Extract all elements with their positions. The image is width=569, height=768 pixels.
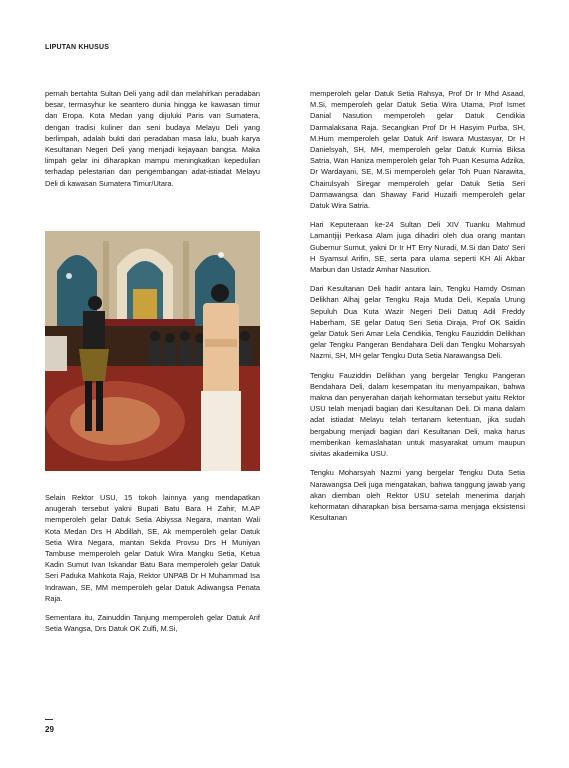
paragraph: Selain Rektor USU, 15 tokoh lainnya yang mendapatkan anugerah tersebut yakni Bupati Batu Bara H Zahir, M.AP memperoleh gelar Datuk Setia Abiyssa Negara, mantan Wali Kota Medan Drs H Abdillah, SE, Ak memperoleh gelar Datuk Setia Wira Negara, mantan Sekda Provsu Drs H Muniyan Tambuse memperoleh gelar Datuk Wira Mangku Setia, Ketua Kadin Sumut Ivan Iskandar Batu Bara memperoleh gelar Datuk Seri Paduka Mahkota Raja, Rektor UNPAB Dr H Muhammad Isa Indrawan, SE, MM memperoleh gelar Datuk Adiwangsa Penata Raja. (45, 493, 260, 603)
footer-divider (45, 719, 53, 720)
section-header: LIPUTAN KHUSUS (45, 44, 110, 51)
paragraph: Hari Keputeraan ke-24 Sultan Deli XIV Tuanku Mahmud Lamantjiji Perkasa Alam juga dihadiri oleh dua orang mantan Gubernur Sumut, yakni Dr Ir HT Erry Nuradi, M.Si dan Dato' Seri H Syamsul Arifin, SE, serta para ulama seperti KH Ali Akbar Marbun dan Ustadz Amhar Nasution. (310, 220, 525, 275)
paragraph: Sementara itu, Zainuddin Tanjung memperoleh gelar Datuk Arif Setia Wangsa, Drs Datuk OK Zulfi, M.Si, (45, 613, 260, 634)
page-number: 29 (45, 725, 54, 734)
right-column (310, 88, 525, 531)
paragraph: Dari Kesultanan Deli hadir antara lain, Tengku Hamdy Osman Delikhan Alhaj gelar Tengku Raja Muda Deli, Kepala Urung Sepuluh Dua Kuta Wazir Negeri Deli Datuq Adil Freddy Haberham, SE gelar Datuq Seri Setia Diraja, Prof OK Saidin gelar Datuk Seri Amar Lela Cendikia, Tengku Fauziddin Delikhan gelar Tengku Pangeran Bendahara Deli dan Tengku Moharsyah Nazmi, SH, MH gelar Tengku Duta Setia Narawangsa Deli. (310, 284, 525, 361)
left-column-top (45, 88, 260, 197)
paragraph: memperoleh gelar Datuk Setia Rahsya, Prof Dr Ir Mhd Asaad, M.Si, memperoleh gelar Datuk Setia Wira Utama, Prof Ismet Danial Nasution memperoleh gelar Datuk Cendikia Darmalaksana Raja. Secangkan Prof Dr H Hasyim Purba, SH, M.Hum memperoleh gelar Datuk Arif Iswara Mustasyar, Dr H Danielsyah, SH, MH, memperoleh gelar Datuk Kurnia Biksa Satria, Wan Haniza memperoleh gelar Toh Puan Kesuma Adzika, Dr Wardayani, SE, M.Si memperoleh gelar Toh Puan Narawita, Chairulsyah Siregar memperoleh gelar Datuk Setia Seri Darmawangsa dan Shaway Farid Huzaifi memperoleh gelar Datuk Wira Satria. (310, 89, 525, 211)
left-column-bottom (45, 492, 260, 642)
paragraph: Tengku Fauziddin Delikhan yang bergelar Tengku Pangeran Bendahara Deli, dalam kesempatan itu menyampaikan, bahwa makna dan penyerahan darjah kehormatan tersebut yaitu Rektor USU telah menjadi bagian dari Kesultanan Deli. Di mana dalam adat istiadat Melayu telah tertanam ketentuan, jika sudah bergabung menjadi bagian dari Kesultanan Deli, maka harus memberikan kemaslahatan untuk masyarakat umum maupun sivitas akademika USU. (310, 370, 525, 459)
paragraph: pernah bertahta Sultan Deli yang adil dan melahirkan peradaban besar, termasyhur ke seantero dunia hingga ke kawasan timur dan Eropa. Kota Medan yang dijuluki Paris van Sumatera, dengan tradisi kuliner dan seni budaya Melayu Deli yang berlimpah, adalah bukti dari peradaban masa lalu, buah karya Kesultanan Negeri Deli yang menjadi kejayaan bangsa. Maka limpah gelar ini diharapkan mampu meningkatkan kepedulian terhadap pelestarian dan pengembangan adat-istiadat Melayu Deli di kawasan Sumatera Timur/Utara. (45, 89, 260, 188)
paragraph: Tengku Moharsyah Nazmi yang bergelar Tengku Duta Setia Narawangsa Deli juga mengatakan, bahwa tanggung jawab yang akan diemban oleh Rektor USU setelah menerima darjah kehormatan diharapkan bisa bersama-sama menjaga eksistensi Kesultanan (310, 468, 525, 523)
ceremony-photo (45, 231, 260, 471)
